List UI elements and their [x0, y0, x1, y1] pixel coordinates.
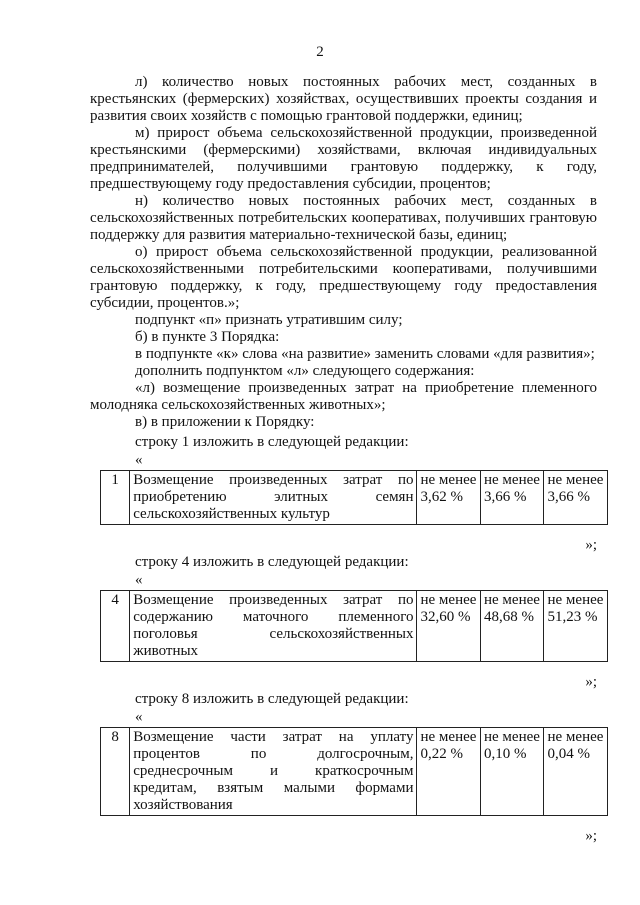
page-number: 2 — [316, 44, 324, 60]
line-subpoint-p: подпункт «п» признать утратившим силу; — [135, 312, 403, 328]
row1-intro: строку 1 изложить в следующей редакции: — [135, 434, 409, 450]
row-value-1: не менее 3,62 % — [417, 471, 481, 525]
row8-open-quote: « — [135, 709, 143, 725]
line-point-b: б) в пункте 3 Порядка: — [135, 329, 280, 345]
paragraph-n: н) количество новых постоянных рабочих мест, созданных в сельскохозяйственных потребительских кооперативах, получивших грантовую поддержку для развития материально-технической базы, единиц; — [90, 193, 597, 243]
table-row — [101, 471, 608, 525]
row-value-2: не менее 0,10 % — [480, 728, 544, 816]
row-value-2: не менее 3,66 % — [480, 471, 544, 525]
table-row — [101, 591, 608, 662]
row-number: 4 — [101, 591, 130, 662]
line-add-subpoint: дополнить подпунктом «л» следующего содержания: — [135, 363, 475, 379]
row-number: 8 — [101, 728, 130, 816]
line-point-v: в) в приложении к Порядку: — [135, 414, 315, 430]
row4-table — [100, 590, 608, 662]
paragraph-l: л) количество новых постоянных рабочих мест, созданных в крестьянских (фермерских) хозяйствах, осуществивших проекты создания и развития своих хозяйств с помощью грантовой поддержки, единиц; — [90, 74, 597, 124]
row4-close-quote: »; — [585, 674, 597, 690]
row4-open-quote: « — [135, 572, 143, 588]
row4-intro: строку 4 изложить в следующей редакции: — [135, 554, 409, 570]
row8-table — [100, 727, 608, 816]
row-value-1: не менее 32,60 % — [417, 591, 481, 662]
row-description: Возмещение части затрат на уплату процентов по долгосрочным, среднесрочным и краткосрочным кредитам, взятым малыми формами хозяйствования — [130, 728, 417, 816]
row8-intro: строку 8 изложить в следующей редакции: — [135, 691, 409, 707]
row-value-3: не менее 51,23 % — [544, 591, 608, 662]
row-value-3: не менее 0,04 % — [544, 728, 608, 816]
row-description: Возмещение произведенных затрат по содержанию маточного племенного поголовья сельскохозяйственных животных — [130, 591, 417, 662]
row1-table — [100, 470, 608, 525]
line-subpoint-k: в подпункте «к» слова «на развитие» заменить словами «для развития»; — [135, 346, 595, 362]
paragraph-o: о) прирост объема сельскохозяйственной продукции, реализованной сельскохозяйственными потребительскими кооперативами, получившими грантовую поддержку, к году, предшествующему году предоставления субсидии, процентов.»; — [90, 244, 597, 311]
row-value-1: не менее 0,22 % — [417, 728, 481, 816]
row-value-3: не менее 3,66 % — [544, 471, 608, 525]
document-body — [90, 74, 604, 845]
row1-close-quote: »; — [585, 537, 597, 553]
row1-open-quote: « — [135, 452, 143, 468]
row-value-2: не менее 48,68 % — [480, 591, 544, 662]
paragraph-m: м) прирост объема сельскохозяйственной продукции, произведенной крестьянскими (фермерскими) хозяйствами, включая индивидуальных предпринимателей, получившими грантовую поддержку, к году, предшествующему году предоставления субсидии, процентов; — [90, 125, 597, 192]
table-row — [101, 728, 608, 816]
row-number: 1 — [101, 471, 130, 525]
row8-close-quote: »; — [585, 828, 597, 844]
row-description: Возмещение произведенных затрат по приобретению элитных семян сельскохозяйственных культур — [130, 471, 417, 525]
paragraph-new-l: «л) возмещение произведенных затрат на приобретение племенного молодняка сельскохозяйственных животных»; — [90, 380, 597, 413]
